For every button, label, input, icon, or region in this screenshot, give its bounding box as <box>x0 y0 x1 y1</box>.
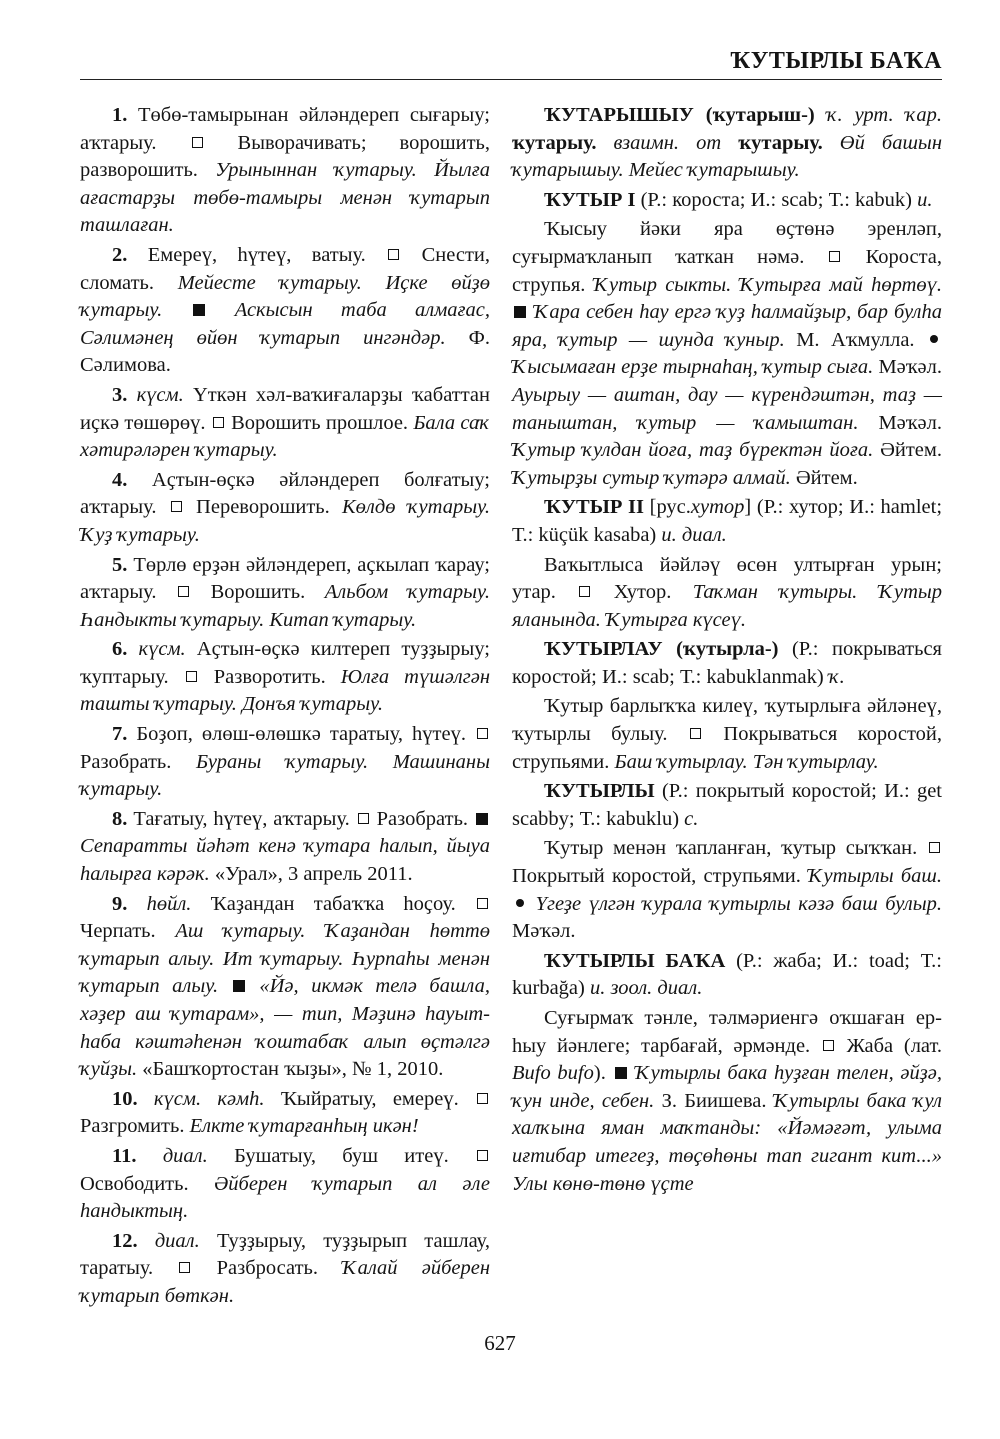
russian-translation: Короста, струпья. <box>512 245 943 296</box>
russian-translation: Жаба <box>846 1034 894 1057</box>
proverb: Ҡутыр ҡулдан йоға, таҙ бүректән йоға. <box>512 439 874 462</box>
russian-translation: Черпать. <box>80 920 156 943</box>
quote-source: «Урал», 3 апрель 2011. <box>214 863 413 886</box>
examples: Елкте ҡутарғанһың икән! <box>189 1115 419 1138</box>
russian-translation: Ворошить прошлое. <box>231 411 409 434</box>
grammar-label: ҡ. урт. ҡар. <box>826 104 942 126</box>
russian-translation: Разобрать. <box>376 807 469 830</box>
equivalents: (Р.: покрытый коростой; И.: get scabby; Т.: kabuklu) <box>512 780 943 830</box>
entry-kutyr-2 <box>512 494 942 549</box>
definition: Төбө-тамырынан әйләндереп сығарыу; аҡтарыу. <box>80 104 490 154</box>
sense-1 <box>80 102 490 240</box>
quote-marker-icon <box>476 813 488 825</box>
examples: Әйберен ҡутарып ал әле һандыктың. <box>80 1172 491 1223</box>
quote-source: «Башҡортостан ҡыҙы», № 1, 2010. <box>142 1058 444 1081</box>
sense-5 <box>80 552 490 635</box>
definition: Бушатыу, буш итеү. <box>234 1144 449 1167</box>
proverb: Ауырыу — аштан, дау — күрендәштән, таҙ — таныштан, ҡутыр — ҡамыштан. <box>512 383 942 434</box>
sense-number: 5. <box>112 553 128 576</box>
entry-kutyrlau <box>512 636 942 691</box>
russian-translation: Выворачивать; ворошить, разворошить. <box>80 131 491 182</box>
sense-number: 11. <box>112 1144 137 1167</box>
examples: Ҡутырлы баш. <box>808 865 943 888</box>
quote-source: М. Аҡмулла. <box>796 328 915 351</box>
entry-kutyrly-body <box>512 835 942 945</box>
definition: Ҡутыр менән ҡапланған, ҡутыр сыҡҡан. <box>544 837 918 860</box>
definition: Боҙоп, өлөш-өлөшкә таратыу, һүтеү. <box>136 723 466 746</box>
entry-kutyr-2-body <box>512 552 942 635</box>
sense-number: 9. <box>112 892 128 915</box>
headword: ҠУТЫРЛЫ БАҠА <box>544 949 726 972</box>
usage-label: күсм. <box>138 638 186 661</box>
definition: Ҡысыу йәки яра өҫтөнә эренләп, суғырмаҡланып ҡаткан нәмә. <box>512 218 942 268</box>
equivalents: (Р.: короста; И.: scab; Т.: kabuk) <box>640 188 912 211</box>
definition: Аҫтын-өҫкә әйләндереп болғатыу; аҡтарыу. <box>80 468 490 519</box>
part-of-speech: и. <box>917 188 933 211</box>
equivalents: (Р.: жаба; И.: toad; Т.: kurbağa) <box>512 949 942 1000</box>
russian-marker-icon <box>477 728 488 739</box>
literary-quote: Ҡара себен һау ергә ҡуҙ һалмайҙыр, бар булһа яра, ҡутыр — шунда ҡуныр. <box>512 301 942 351</box>
russian-marker-icon <box>171 501 182 512</box>
examples: Ҡалай әйберен ҡутарып бөткән. <box>80 1257 491 1307</box>
russian-translation: Разбросать. <box>216 1257 319 1280</box>
proverb-label: Мәҡәл. <box>878 356 942 379</box>
examples: Өй башын ҡутарышыу. Мейес ҡутарышыу. <box>512 131 942 182</box>
usage-label: күсм. <box>136 383 184 406</box>
sense-number: 10. <box>112 1087 138 1110</box>
examples: Аш ҡутарыу. Ҡаҙандан һөттө ҡутарып алыу. Ит ҡутарыу. Һурпаһы менән ҡутарып алыу. <box>80 920 490 998</box>
equivalents: (Р.: покрываться коростой; И.: scab; Т.: kabuklanmak) <box>512 638 942 688</box>
russian-translation: Покрытый коростой, струпьями. <box>512 865 801 888</box>
sense-7 <box>80 721 490 804</box>
left-column <box>80 98 490 1313</box>
stem: (ҡутарыш-) <box>705 104 815 126</box>
headword: ҠУТЫР I <box>544 188 636 211</box>
russian-translation: Освободить. <box>80 1172 189 1195</box>
cross-reference: ҡутарыу. <box>738 131 823 154</box>
russian-marker-icon <box>358 813 369 824</box>
part-of-speech: и. диал. <box>661 523 727 546</box>
definition: Суғырмаҡ тәнле, тәлмәриенгә оҡшаған ер-һыу йәнлеге; тарбағай, әрмәнде. <box>512 1007 942 1057</box>
literary-quote: Ҡутырлы бака ҡул халҡына яман маҡтанды: «Йәмәғәт, улыма иғтибар итегеҙ, төҫөһөны тап гигант кит...» Улы көнө-төнө үҫте <box>512 1089 942 1195</box>
russian-translation: Снести, сломать. <box>80 243 491 294</box>
proverb: Ҡысымаған ерҙе тырнаһаң, ҡутыр сыға. <box>512 356 874 379</box>
examples: Баш ҡутырлау. Тән ҡутырлау. <box>614 750 879 773</box>
headword: ҠУТАРЫШЫУ <box>544 104 694 126</box>
part-of-speech: ҡ. <box>828 665 845 688</box>
examples: Көлдө ҡутарыу. Ҡуҙ ҡутарыу. <box>80 496 491 546</box>
sense-4 <box>80 467 490 550</box>
part-of-speech: и. зоол. диал. <box>589 977 703 1000</box>
examples: Ҡутыр сыкты. Ҡутырға май һөртөү. <box>593 273 942 296</box>
sense-12 <box>80 1228 490 1311</box>
russian-marker-icon <box>388 249 399 260</box>
headword: ҠУТЫРЛАУ <box>544 638 663 661</box>
definition: Үткән хәл-ваҡиғаларҙы ҡабаттан иҫкә төшөрөү. <box>80 383 490 434</box>
sense-number: 8. <box>112 807 128 830</box>
proverb: Үгеҙе үлгән ҡурала ҡутырлы кәзә баш булыр. <box>535 892 943 915</box>
russian-marker-icon <box>179 1262 190 1273</box>
examples: Бураны ҡутарыу. Машинаны ҡутарыу. <box>80 750 490 801</box>
sense-9 <box>80 891 490 1084</box>
sense-number: 6. <box>112 638 128 661</box>
quote-source: З. Биишева. <box>661 1089 767 1112</box>
etymology: [рус. <box>649 496 691 519</box>
russian-marker-icon <box>178 586 189 597</box>
definition: Тағатыу, һүтеү, аҡтарыу. <box>133 807 350 830</box>
russian-translation: Ворошить. <box>210 581 306 604</box>
page-number: 627 <box>484 1331 516 1355</box>
headword: ҠУТЫР II <box>544 496 644 519</box>
proverb-label: Мәҡәл. <box>512 920 576 943</box>
examples: Мейесте ҡутарыу. Иҫке өйҙө ҡутарыу. <box>80 271 491 322</box>
entry-kutyr-1-body <box>512 216 942 492</box>
examples: Юлға түшәлгән ташты ҡутарыу. Донъя ҡутарыу. <box>80 665 490 716</box>
russian-translation: Хутор. <box>613 581 672 604</box>
sense-6 <box>80 636 490 719</box>
quote-marker-icon <box>193 304 205 316</box>
definition: Аҫтын-өҫкә килтереп туҙҙырыу; ҡуптарыу. <box>80 638 491 688</box>
proverb-label: Әйтем. <box>795 466 858 489</box>
sense-10 <box>80 1086 490 1141</box>
russian-marker-icon <box>690 728 701 739</box>
entry-kutyr-1 <box>512 187 942 215</box>
russian-translation: Переворошить. <box>196 496 330 519</box>
sense-number: 3. <box>112 383 128 406</box>
examples: Бала саҡ хәтирәләрен ҡутарыу. <box>80 411 491 462</box>
right-column <box>512 98 942 1200</box>
sense-number: 1. <box>112 104 128 126</box>
literary-quote: «Йә, икмәк телә башла, хәҙер аш ҡутарам», — тип, Мәҙинә һауыт-һаба кәштәһенән ҡоштабаҡ алып өҫтәлгә ҡуйҙы. <box>80 975 490 1081</box>
sense-number: 7. <box>112 723 128 746</box>
quote-marker-icon <box>615 1067 627 1079</box>
entry-kutyrlau-body <box>512 693 942 776</box>
russian-marker-icon <box>929 842 940 853</box>
grammar-label: взаимн. от <box>613 131 722 154</box>
quote-marker-icon <box>233 980 245 992</box>
definition: Емереү, һүтеү, ватыу. <box>147 243 366 266</box>
russian-marker-icon <box>477 1093 488 1104</box>
proverb-label: Мәҡәл. <box>878 411 942 434</box>
sense-8 <box>80 806 490 889</box>
russian-marker-icon <box>823 1040 834 1051</box>
stem: (ҡутырла-) <box>676 638 779 661</box>
russian-marker-icon <box>829 251 840 262</box>
usage-label: күсм. кәмһ. <box>153 1087 265 1110</box>
definition: Төрлө ерҙән әйләндереп, аҫкылап ҡарау; аҡтарыу. <box>80 553 491 604</box>
entry-kutyrly-baka-body <box>512 1005 942 1198</box>
entry-kutyrly <box>512 778 942 833</box>
sense-2 <box>80 242 490 380</box>
russian-marker-icon <box>579 586 590 597</box>
proverb-marker-icon <box>516 899 524 907</box>
definition: Ҡаҙандан табаҡҡа һоҫоу. <box>210 892 456 915</box>
sense-number: 2. <box>112 243 128 266</box>
russian-marker-icon <box>477 898 488 909</box>
usage-label: диал. <box>162 1144 208 1167</box>
entry-kutaryshyu <box>512 102 942 185</box>
headword: ҠУТЫРЛЫ <box>544 780 655 803</box>
sense-number: 4. <box>112 468 128 491</box>
examples: Таҡман ҡутыры. Ҡутыр яланында. Ҡутырға күсеү. <box>512 581 943 631</box>
russian-marker-icon <box>477 1150 488 1161</box>
equivalents: ] (Р.: хутор; И.: hamlet; Т.: küçük kasaba) <box>512 496 943 546</box>
quote-source: Ф. Сәлимова. <box>80 326 490 377</box>
russian-translation: Разобрать. <box>80 750 172 773</box>
russian-translation: Разгромить. <box>80 1115 185 1138</box>
definition: Ваҡытлыса йәйләү өсөн ултырған урын; утар. <box>512 553 942 604</box>
quote-marker-icon <box>514 306 526 318</box>
literary-quote: Аскысын таба алмағас, Сәлимәнең өйөн ҡутарып ингәндәр. <box>80 299 491 349</box>
proverb-marker-icon <box>930 335 938 343</box>
russian-translation: Разворотить. <box>213 665 326 688</box>
proverb-label: Әйтем. <box>880 439 943 462</box>
russian-marker-icon <box>192 137 203 148</box>
literary-quote: Сепаратты йәһәт кенә ҡутара һалып, йыуа һалырға кәрәк. <box>80 835 490 886</box>
literary-quote: Ҡутырлы бака һуҙған телен, әйҙә, ҡун инде, себен. <box>512 1062 943 1112</box>
examples: Урыныннан ҡутарыу. Йылға ағастарҙы төбө-тамыры менән ҡутарып ташлаған. <box>80 159 490 237</box>
latin-binomial: Bufo bufo <box>512 1062 594 1085</box>
part-of-speech: с. <box>684 807 699 830</box>
definition: Ҡыйратыу, емереү. <box>280 1087 459 1110</box>
header-rule <box>80 79 942 80</box>
usage-label: һөйл. <box>146 892 192 915</box>
proverb: Ҡутырҙы сутыр ҡутәрә алмай. <box>512 466 791 489</box>
latin-name: (лат. <box>903 1034 943 1057</box>
entry-kutyrly-baka <box>512 948 942 1003</box>
running-head: ҠУТЫРЛЫ БАҠА <box>730 48 942 74</box>
latin-name-close: ). <box>593 1062 606 1085</box>
etymology-word: хутор <box>690 496 745 519</box>
definition: Ҡутыр барлыҡҡа килеү, ҡутырлыға әйләнеү, ҡутырлы булыу. <box>512 695 942 746</box>
examples: Альбом ҡутарыу. Һандыкты ҡутарыу. Китап ҡутарыу. <box>80 581 490 631</box>
usage-label: диал. <box>154 1229 200 1252</box>
russian-marker-icon <box>213 417 224 428</box>
sense-11 <box>80 1143 490 1226</box>
sense-3 <box>80 382 490 465</box>
definition: Туҙҙырыу, туҙҙырып ташлау, таратыу. <box>80 1229 490 1280</box>
cross-reference: ҡутарыу. <box>512 131 597 154</box>
sense-number: 12. <box>112 1229 138 1252</box>
russian-translation: Покрываться коростой, струпьями. <box>512 723 943 773</box>
russian-marker-icon <box>186 671 197 682</box>
